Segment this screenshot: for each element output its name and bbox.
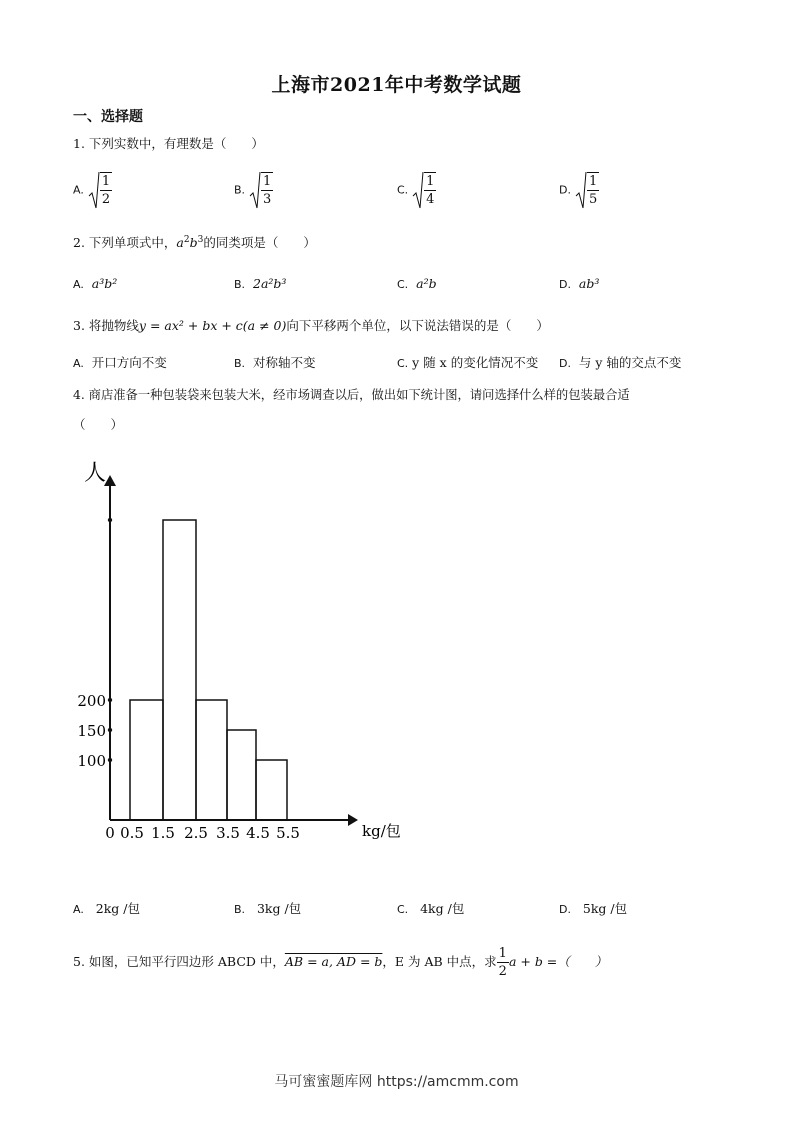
y-axis-label: 人 bbox=[84, 461, 107, 486]
y-tick-label: 100 bbox=[77, 752, 106, 770]
q4-option-a[interactable]: A. 2kg /包 bbox=[73, 901, 140, 916]
q1-option-b[interactable] bbox=[234, 170, 273, 210]
q3-option-d[interactable]: D. 与 y 轴的交点不变 bbox=[559, 355, 682, 370]
q1-option-a[interactable] bbox=[73, 170, 112, 210]
question-1-text: 1. 下列实数中，有理数是（ ） bbox=[73, 136, 264, 151]
option-label: B. bbox=[234, 183, 246, 197]
section-heading: 一、选择题 bbox=[73, 109, 143, 125]
option-label: D. bbox=[559, 183, 571, 197]
histogram-bar bbox=[196, 700, 227, 820]
sqrt-expression: $\frac{1}{3}$ bbox=[249, 170, 273, 210]
histogram-bar bbox=[163, 520, 196, 820]
page-title: 上海市2021年中考数学试题 bbox=[271, 74, 522, 96]
q3-option-b[interactable]: B. 对称轴不变 bbox=[234, 355, 316, 370]
radical-sign-icon bbox=[412, 170, 424, 210]
question-5-text: 5. 如图，已知平行四边形 ABCD 中，AB = a, AD = b，E 为 AB 中点，求 $\frac{1}{2}$ a + b =（ ） bbox=[73, 946, 608, 979]
radical-sign-icon bbox=[88, 170, 100, 210]
x-tick-label: 0 bbox=[105, 824, 115, 842]
x-tick-label: 0.5 bbox=[120, 824, 144, 842]
q2-option-d[interactable]: D. ab³ bbox=[559, 276, 600, 291]
sqrt-expression: $\frac{1}{4}$ bbox=[412, 170, 436, 210]
option-label: C. bbox=[397, 183, 409, 197]
x-axis-arrow-icon bbox=[348, 814, 358, 826]
y-tick-dot bbox=[108, 698, 112, 702]
sqrt-expression: $\frac{1}{2}$ bbox=[88, 170, 112, 210]
q4-option-d[interactable]: D. 5kg /包 bbox=[559, 901, 628, 916]
x-tick-label: 3.5 bbox=[216, 824, 240, 842]
x-tick-label: 1.5 bbox=[151, 824, 175, 842]
q1-option-c[interactable] bbox=[397, 170, 436, 210]
x-tick-label: 5.5 bbox=[276, 824, 300, 842]
q2-option-b[interactable]: B. 2a²b³ bbox=[234, 276, 287, 291]
y-tick-dot bbox=[108, 758, 112, 762]
question-4-text: 4. 商店准备一种包装袋来包装大米，经市场调查以后，做出如下统计图，请问选择什么样的包装最合适 bbox=[73, 388, 630, 402]
histogram-bar bbox=[256, 760, 287, 820]
y-tick-dot bbox=[108, 728, 112, 732]
y-tick-label: 150 bbox=[77, 722, 106, 740]
sqrt-expression: $\frac{1}{5}$ bbox=[575, 170, 599, 210]
question-4-paren: （ ） bbox=[73, 417, 124, 432]
question-2-text: 2. 下列单项式中，$a^2b^3$的同类项是（ ） bbox=[73, 234, 316, 250]
x-axis-label: kg/包 bbox=[362, 822, 401, 840]
question-3-text: 3. 将抛物线y = ax² + bx + c(a ≠ 0)向下平移两个单位，以下说法错误的是（ ） bbox=[73, 318, 549, 333]
q1-option-d[interactable] bbox=[559, 170, 599, 210]
histogram-bar bbox=[227, 730, 256, 820]
radical-sign-icon bbox=[575, 170, 587, 210]
q2-option-a[interactable]: A. a³b² bbox=[73, 276, 118, 291]
x-tick-label: 2.5 bbox=[184, 824, 208, 842]
y-tick-label: 200 bbox=[77, 692, 106, 710]
q4-option-c[interactable]: C. 4kg /包 bbox=[397, 901, 465, 916]
q2-option-c[interactable]: C. a²b bbox=[397, 276, 437, 291]
vector-equation: AB = a, AD = b bbox=[284, 954, 383, 969]
x-tick-label: 4.5 bbox=[246, 824, 270, 842]
histogram-bar bbox=[130, 700, 163, 820]
histogram-chart bbox=[70, 448, 420, 848]
q3-option-c[interactable]: C. y 随 x 的变化情况不变 bbox=[397, 355, 539, 370]
q4-option-b[interactable]: B. 3kg /包 bbox=[234, 901, 302, 916]
radical-sign-icon bbox=[249, 170, 261, 210]
footer-watermark: 马可蜜蜜题库网 https://amcmm.com bbox=[274, 1074, 519, 1090]
q3-option-a[interactable]: A. 开口方向不变 bbox=[73, 355, 167, 370]
option-label: A. bbox=[73, 183, 84, 197]
y-tick-dot bbox=[108, 518, 112, 522]
